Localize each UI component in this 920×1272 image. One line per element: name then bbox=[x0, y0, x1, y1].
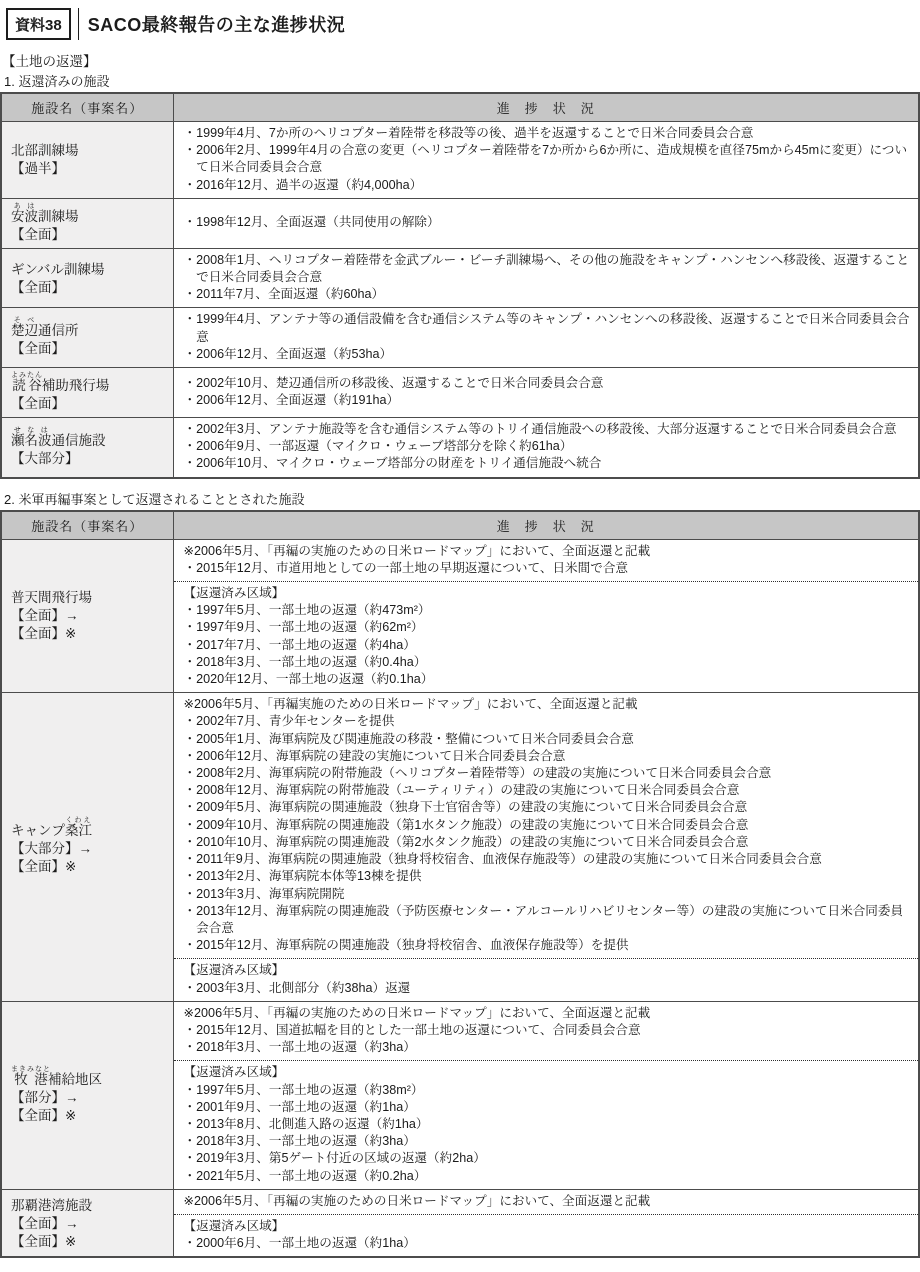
table-row bbox=[1, 248, 919, 308]
progress-item: ・1998年12月、全面返還（共同使用の解除） bbox=[183, 215, 440, 230]
progress-block bbox=[174, 122, 919, 198]
progress-cell bbox=[173, 539, 919, 693]
progress-item: 【返還済み区域】 bbox=[183, 1218, 285, 1233]
realignment-facilities-table bbox=[0, 510, 920, 1259]
progress-item: 【返還済み区域】 bbox=[183, 586, 285, 601]
table-row bbox=[1, 539, 919, 693]
progress-item: ・2009年10月、海軍病院の関連施設（第1水タンク施設）の建設の実施について日米合同委員会合意 bbox=[183, 817, 749, 832]
progress-item: ・2006年12月、全面返還（約191ha） bbox=[183, 393, 400, 408]
facility-status: 【大部分】→ bbox=[11, 841, 92, 857]
progress-block bbox=[174, 1190, 919, 1214]
progress-item: ・2006年12月、全面返還（約53ha） bbox=[183, 346, 393, 361]
progress-cell bbox=[173, 1001, 919, 1189]
doc-number-label: 資料38 bbox=[6, 8, 71, 40]
table1-heading: 1. 返還済みの施設 bbox=[4, 74, 110, 89]
progress-item: ・2006年9月、一部返還（マイクロ・ウェーブ塔部分を除く約61ha） bbox=[183, 439, 573, 454]
facility-name-cell bbox=[1, 308, 173, 368]
progress-item: ・2006年10月、マイクロ・ウェーブ塔部分の財産をトリイ通信施設へ統合 bbox=[183, 456, 602, 471]
facility-status: 【全面】 bbox=[11, 396, 65, 412]
progress-block bbox=[174, 693, 919, 958]
table-row bbox=[1, 418, 919, 478]
document-titlebar bbox=[6, 8, 920, 40]
facility-name-cell bbox=[1, 122, 173, 199]
table-row bbox=[1, 1189, 919, 1257]
facility-name-cell bbox=[1, 693, 173, 1001]
facility-name-cell bbox=[1, 368, 173, 418]
facility-status: 【全面】※ bbox=[11, 1233, 77, 1249]
progress-cell bbox=[173, 1189, 919, 1257]
progress-item: ・2013年12月、海軍病院の関連施設（予防医療センター・アルコールリハビリセンター等）の建設の実施について日米合同委員会合意 bbox=[183, 903, 904, 935]
facility-name: 牧港まきみなと補給地区 bbox=[11, 1065, 102, 1087]
facility-name-cell bbox=[1, 248, 173, 308]
progress-item: ・2008年1月、ヘリコプター着陸帯を金武ブルー・ビーチ訓練場へ、その他の施設をキャンプ・ハンセンへ移設後、返還することで日米合同委員会合意 bbox=[183, 252, 910, 285]
page-title: SACO最終報告の主な進捗状況 bbox=[87, 15, 346, 35]
table2-col-facility: 施設名（事案名） bbox=[1, 511, 173, 540]
facility-status: 【過半】 bbox=[11, 161, 65, 177]
progress-block bbox=[174, 418, 919, 477]
progress-item: ・2000年6月、一部土地の返還（約1ha） bbox=[183, 1236, 416, 1251]
progress-block bbox=[174, 211, 919, 235]
table-row bbox=[1, 1001, 919, 1189]
progress-block bbox=[174, 581, 919, 692]
progress-item: ・1999年4月、アンテナ等の通信設備を含む通信システム等のキャンプ・ハンセンへの移設後、返還することで日米合同委員会合意 bbox=[183, 312, 910, 344]
progress-item: ・2016年12月、過半の返還（約4,000ha） bbox=[183, 177, 423, 192]
progress-item: ※2006年5月、「再編実施のための日米ロードマップ」において、全面返還と記載 bbox=[183, 697, 638, 712]
progress-cell bbox=[173, 308, 919, 368]
progress-item: ・2002年3月、アンテナ施設等を含む通信システム等のトリイ通信施設への移設後、大部分返還することで日米合同委員会合意 bbox=[183, 422, 897, 437]
table2-heading: 2. 米軍再編事案として返還されることとされた施設 bbox=[4, 491, 305, 507]
progress-item: ・1999年4月、7か所のヘリコプター着陸帯を移設等の後、過半を返還することで日米合同委員会合意 bbox=[183, 126, 754, 140]
progress-item: ・2009年5月、海軍病院の関連施設（独身下士官宿舎等）の建設の実施について日米合同委員会合意 bbox=[183, 800, 748, 815]
facility-status: 【全面】 bbox=[11, 226, 65, 242]
facility-name: ギンバル訓練場 bbox=[11, 261, 105, 277]
table1-header-row bbox=[1, 93, 919, 122]
facility-status: 【全面】 bbox=[11, 279, 65, 295]
facility-name: 楚辺そべ通信所 bbox=[11, 317, 79, 339]
progress-cell bbox=[173, 198, 919, 248]
facility-status: 【全面】※ bbox=[11, 626, 77, 642]
facility-name-cell bbox=[1, 198, 173, 248]
facility-name: 安波あは訓練場 bbox=[11, 202, 79, 224]
facility-name: 瀬名波せなは通信施設 bbox=[11, 426, 106, 448]
progress-block bbox=[174, 1060, 919, 1188]
progress-block bbox=[174, 1002, 919, 1061]
facility-name-cell bbox=[1, 1001, 173, 1189]
progress-item: ・1997年5月、一部土地の返還（約473m²） bbox=[183, 603, 431, 618]
facility-status: 【全面】※ bbox=[11, 1107, 77, 1123]
progress-item: ・2015年12月、市道用地としての一部土地の早期返還について、日米間で合意 bbox=[183, 560, 629, 575]
progress-cell bbox=[173, 418, 919, 478]
progress-item: ・1997年5月、一部土地の返還（約38m²） bbox=[183, 1082, 424, 1097]
progress-block bbox=[174, 540, 919, 581]
table-row bbox=[1, 368, 919, 418]
table-row bbox=[1, 693, 919, 1001]
facility-name-cell bbox=[1, 539, 173, 693]
progress-item: ・2001年9月、一部土地の返還（約1ha） bbox=[183, 1099, 416, 1114]
progress-item: ・2019年3月、第5ゲート付近の区域の返還（約2ha） bbox=[183, 1151, 486, 1166]
facility-name: 那覇港湾施設 bbox=[11, 1197, 92, 1213]
facility-name: 普天間飛行場 bbox=[11, 590, 92, 606]
progress-block bbox=[174, 1214, 919, 1256]
table-row bbox=[1, 198, 919, 248]
progress-item: ・2018年3月、一部土地の返還（約3ha） bbox=[183, 1134, 416, 1149]
progress-item: ・2010年10月、海軍病院の関連施設（第2水タンク施設）の建設の実施について日米合同委員会合意 bbox=[183, 834, 749, 849]
progress-item: ・2020年12月、一部土地の返還（約0.1ha） bbox=[183, 672, 434, 687]
progress-cell bbox=[173, 368, 919, 418]
facility-status: 【全面】→ bbox=[11, 608, 79, 624]
table-row bbox=[1, 122, 919, 199]
progress-item: ・2013年2月、海軍病院本体等13棟を提供 bbox=[183, 869, 422, 884]
progress-item: ・2011年9月、海軍病院の関連施設（独身将校宿舎、血液保存施設等）の建設の実施について日米合同委員会合意 bbox=[183, 852, 822, 867]
progress-cell bbox=[173, 693, 919, 1001]
section-land-return-label: 【土地の返還】 bbox=[2, 54, 97, 69]
progress-block bbox=[174, 372, 919, 413]
progress-item: ・2002年7月、青少年センターを提供 bbox=[183, 714, 395, 729]
progress-item: ・2013年3月、海軍病院開院 bbox=[183, 886, 345, 901]
facility-name-cell bbox=[1, 1189, 173, 1257]
facility-name-cell bbox=[1, 418, 173, 478]
progress-block bbox=[174, 958, 919, 1000]
progress-item: ・2013年8月、北側進入路の返還（約1ha） bbox=[183, 1116, 429, 1131]
progress-item: ・1997年9月、一部土地の返還（約62m²） bbox=[183, 620, 424, 635]
progress-cell bbox=[173, 122, 919, 199]
facility-status: 【全面】※ bbox=[11, 859, 77, 875]
facility-status: 【全面】→ bbox=[11, 1215, 79, 1231]
progress-item: ・2008年12月、海軍病院の附帯施設（ユーティリティ）の建設の実施について日米合同委員会合意 bbox=[183, 783, 740, 798]
progress-item: ・2006年2月、1999年4月の合意の変更（ヘリコプター着陸帯を7か所から6か所に、造成規模を直径75mから45mに変更）について日米合同委員会合意 bbox=[183, 143, 908, 175]
facility-name: 北部訓練場 bbox=[11, 143, 79, 159]
progress-item: ・2002年10月、楚辺通信所の移設後、返還することで日米合同委員会合意 bbox=[183, 375, 604, 390]
progress-item: ・2018年3月、一部土地の返還（約3ha） bbox=[183, 1040, 416, 1055]
returned-facilities-table bbox=[0, 92, 920, 479]
progress-item: ・2021年5月、一部土地の返還（約0.2ha） bbox=[183, 1168, 427, 1183]
progress-item: ・2015年12月、国道拡幅を目的とした一部土地の返還について、合同委員会合意 bbox=[183, 1022, 641, 1037]
facility-status: 【全面】 bbox=[11, 341, 65, 357]
progress-item: ・2003年3月、北側部分（約38ha）返還 bbox=[183, 980, 411, 995]
progress-item: ・2008年2月、海軍病院の附帯施設（ヘリコプター着陸帯等）の建設の実施について日米合同委員会合意 bbox=[183, 766, 772, 781]
facility-name: キャンプ桑江くわえ bbox=[11, 817, 92, 839]
progress-cell bbox=[173, 248, 919, 308]
progress-item: ・2015年12月、海軍病院の関連施設（独身将校宿舎、血液保存施設等）を提供 bbox=[183, 938, 629, 953]
table1-col-progress: 進 捗 状 況 bbox=[173, 93, 919, 122]
table1-col-facility: 施設名（事案名） bbox=[1, 93, 173, 122]
progress-item: 【返還済み区域】 bbox=[183, 963, 285, 978]
progress-item: ・2011年7月、全面返還（約60ha） bbox=[183, 287, 385, 302]
facility-name: 読谷よみたん補助飛行場 bbox=[11, 372, 110, 394]
table-row bbox=[1, 308, 919, 368]
progress-item: ・2018年3月、一部土地の返還（約0.4ha） bbox=[183, 654, 427, 669]
progress-item: ※2006年5月、「再編の実施のための日米ロードマップ」において、全面返還と記載 bbox=[183, 1193, 651, 1208]
progress-item: ・2005年1月、海軍病院及び関連施設の移設・整備について日米合同委員会合意 bbox=[183, 731, 634, 746]
progress-item: ※2006年5月、「再編の実施のための日米ロードマップ」において、全面返還と記載 bbox=[183, 543, 651, 558]
progress-item: ・2017年7月、一部土地の返還（約4ha） bbox=[183, 637, 416, 652]
table2-col-progress: 進 捗 状 況 bbox=[173, 511, 919, 540]
progress-block bbox=[174, 249, 919, 308]
facility-status: 【大部分】 bbox=[11, 450, 79, 466]
progress-item: 【返還済み区域】 bbox=[183, 1065, 285, 1080]
table2-header-row bbox=[1, 511, 919, 540]
progress-item: ・2006年12月、海軍病院の建設の実施について日米合同委員会合意 bbox=[183, 748, 566, 763]
progress-block bbox=[174, 308, 919, 367]
facility-status: 【部分】→ bbox=[11, 1089, 79, 1105]
progress-item: ※2006年5月、「再編の実施のための日米ロードマップ」において、全面返還と記載 bbox=[183, 1005, 651, 1020]
